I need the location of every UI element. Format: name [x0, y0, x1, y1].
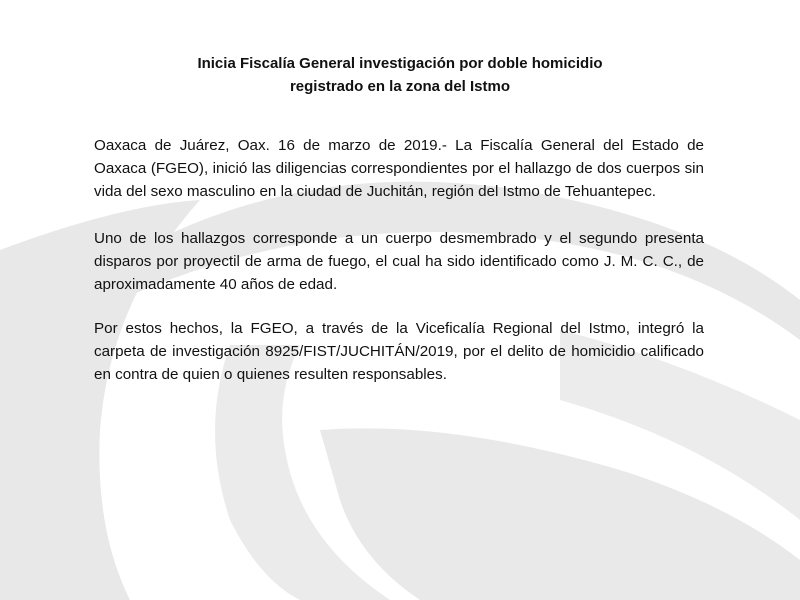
paragraph-2: Uno de los hallazgos corresponde a un cuerpo desmembrado y el segundo presenta disparos por proyectil de arma de fuego, el cual ha sido identificado como J. M. C. C., de aproximadamente 40 años de edad.: [94, 230, 704, 293]
paragraph-1: Oaxaca de Juárez, Oax. 16 de marzo de 2019.- La Fiscalía General del Estado de Oaxaca (FGEO), inició las diligencias correspondientes por el hallazgo de dos cuerpos sin vida del sexo masculino en la ciudad de Juchitán, región del Istmo de Tehuantepec.: [94, 137, 704, 200]
paragraph-3: Por estos hechos, la FGEO, a través de la Viceficalía Regional del Istmo, integró la carpeta de investigación 8925/FIST/JUCHITÁN/2019, por el delito de homicidio calificado en contra de quien o quienes resulten responsables.: [94, 320, 704, 383]
document-title-line-2: registrado en la zona del Istmo: [289, 78, 511, 95]
document-title-line-1: Inicia Fiscalía General investigación por doble homicidio: [197, 55, 603, 72]
document-title: [120, 52, 680, 98]
